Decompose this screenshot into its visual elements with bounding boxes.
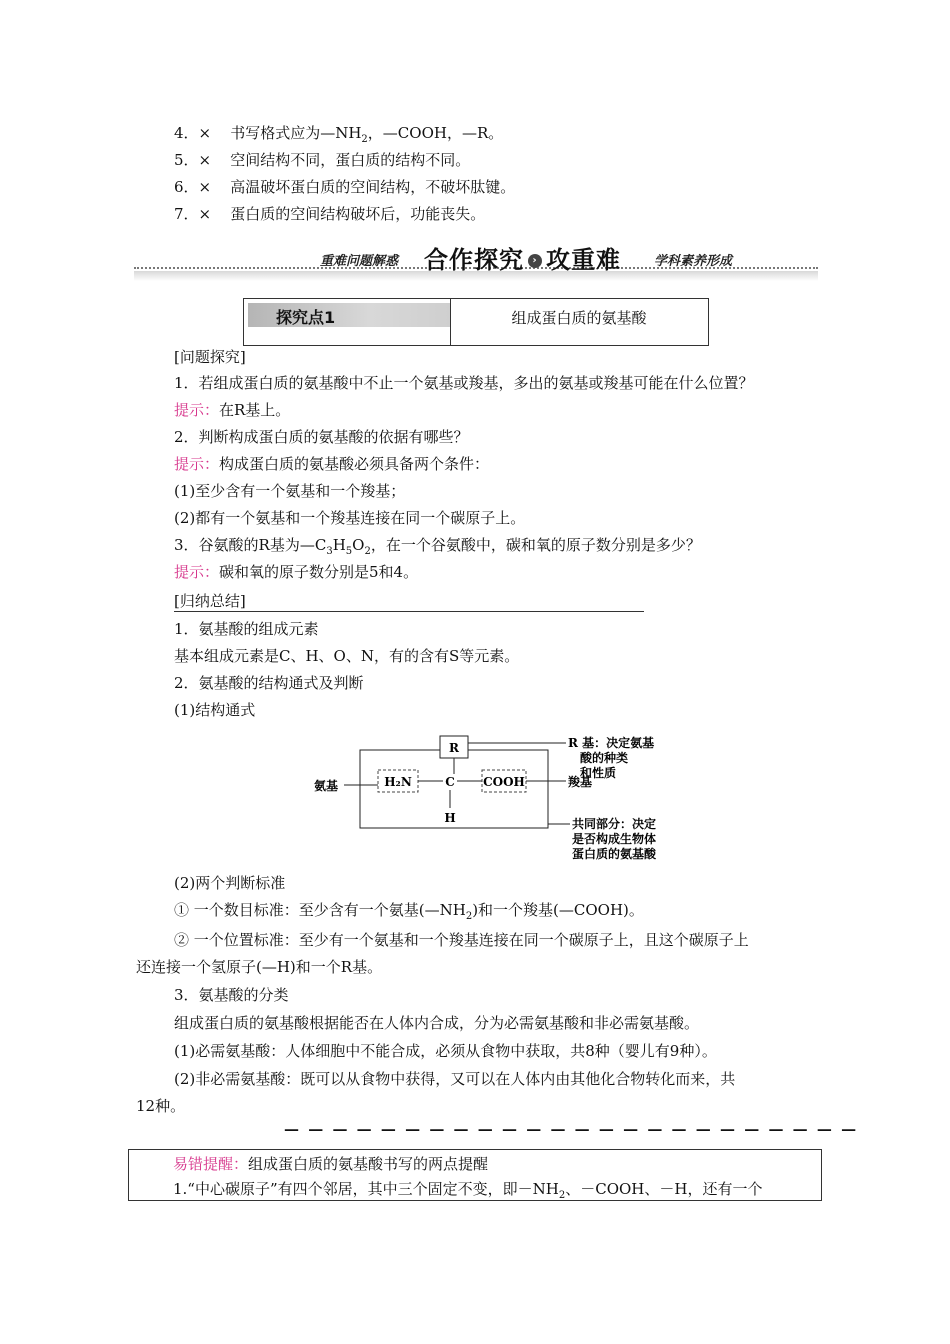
- banner-left-text: 重难问题解惑: [320, 254, 399, 269]
- banner-right-text: 学科素养形成: [654, 254, 733, 269]
- section-banner: [134, 238, 818, 280]
- summary-2-2-b-2: 还连接一个氢原子(—H)和一个R基。: [136, 958, 383, 976]
- question-1: 1．若组成蛋白质的氨基酸中不止一个氨基或羧基，多出的氨基或羧基可能在什么位置？: [174, 374, 754, 392]
- summary-3-2-a: (2)非必需氨基酸：既可以从食物中获得，又可以在人体内由其他化合物转化而来，共: [174, 1070, 736, 1088]
- summary-3: 3．氨基酸的分类: [174, 986, 289, 1004]
- h2n-symbol: H₂N: [384, 775, 412, 789]
- hint-2: 提示：构成蛋白质的氨基酸必须具备两个条件：: [174, 455, 490, 473]
- answer-7: 7．× 蛋白质的空间结构破坏后，功能丧失。: [174, 205, 486, 223]
- summary-3-2-b: 12种。: [136, 1097, 186, 1115]
- common-note-1: 共同部分：决定: [572, 817, 657, 831]
- summary-2-1: (1)结构通式: [174, 701, 256, 719]
- question-2: 2．判断构成蛋白质的氨基酸的依据有哪些？: [174, 428, 469, 446]
- chevron-right-icon: ›: [528, 254, 542, 268]
- r-symbol: R: [449, 741, 459, 755]
- reminder-title: 易错提醒：组成蛋白质的氨基酸书写的两点提醒: [173, 1155, 489, 1173]
- summary-3-text: 组成蛋白质的氨基酸根据能否在人体内合成，分为必需氨基酸和非必需氨基酸。: [174, 1014, 700, 1032]
- summary-2: 2．氨基酸的结构通式及判断: [174, 674, 364, 692]
- inquiry-heading: [问题探究]: [174, 348, 246, 366]
- common-note-3: 蛋白质的氨基酸: [572, 847, 657, 860]
- answer-5: 5．× 空间结构不同，蛋白质的结构不同。: [174, 151, 471, 169]
- banner-title: 合作探究 › 攻重难: [424, 246, 621, 274]
- common-note-2: 是否构成生物体: [572, 832, 657, 846]
- r-note-2: 酸的种类: [580, 751, 629, 765]
- hint-2-item-1: (1)至少含有一个氨基和一个羧基；: [174, 482, 406, 500]
- summary-2-2: (2)两个判断标准: [174, 874, 286, 892]
- reminder-line-1: 1.“中心碳原子”有四个邻居，其中三个固定不变，即$-NH_2$、－COOH、－H，还有一个: [173, 1180, 763, 1201]
- summary-underline: [174, 611, 644, 612]
- summary-1: 1．氨基酸的组成元素: [174, 620, 319, 638]
- amino-label: 氨基: [314, 779, 339, 793]
- answer-4: 4．× 书写格式应为$—NH_2$，—COOH，—R。: [174, 124, 504, 145]
- carboxyl-label: 羧基: [568, 775, 593, 789]
- r-note-1: R 基：决定氨基: [568, 736, 655, 750]
- r-note-3: 和性质: [580, 766, 617, 780]
- amino-acid-structure-diagram: [300, 730, 680, 860]
- dashed-separator: — — — — — — — — — — — — — — — — — — — — — — — —: [284, 1120, 859, 1138]
- answer-6: 6．× 高温破坏蛋白质的空间结构，不破坏肽键。: [174, 178, 516, 196]
- carbon-symbol: C: [445, 775, 455, 789]
- summary-3-1: (1)必需氨基酸：人体细胞中不能合成，必须从食物中获取，共8种（婴儿有9种）。: [174, 1042, 717, 1060]
- reminder-box: [128, 1149, 822, 1201]
- hint-1: 提示：在R基上。: [174, 401, 291, 419]
- cooh-symbol: COOH: [483, 775, 525, 789]
- hint-3: 提示：碳和氧的原子数分别是5和4。: [174, 563, 419, 581]
- topic-title: 组成蛋白质的氨基酸: [511, 309, 647, 327]
- topic-tag: 探究点1: [248, 303, 450, 327]
- summary-2-2-b-1: ② 一个位置标准：至少有一个氨基和一个羧基连接在同一个碳原子上，且这个碳原子上: [174, 931, 749, 949]
- summary-heading: [归纳总结]: [174, 592, 246, 610]
- hint-2-item-2: (2)都有一个氨基和一个羧基连接在同一个碳原子上。: [174, 509, 526, 527]
- topic-box: [243, 298, 709, 346]
- h-symbol: H: [444, 811, 456, 825]
- summary-2-2-a: ① 一个数目标准：至少含有一个氨基$(—NH_2)$和一个羧基(—COOH)。: [174, 901, 644, 922]
- question-3: 3．谷氨酸的R基为$—C_3H_5O_2$，在一个谷氨酸中，碳和氧的原子数分别是多少？: [174, 536, 701, 557]
- summary-1-text: 基本组成元素是C、H、O、N，有的含有S等元素。: [174, 647, 520, 665]
